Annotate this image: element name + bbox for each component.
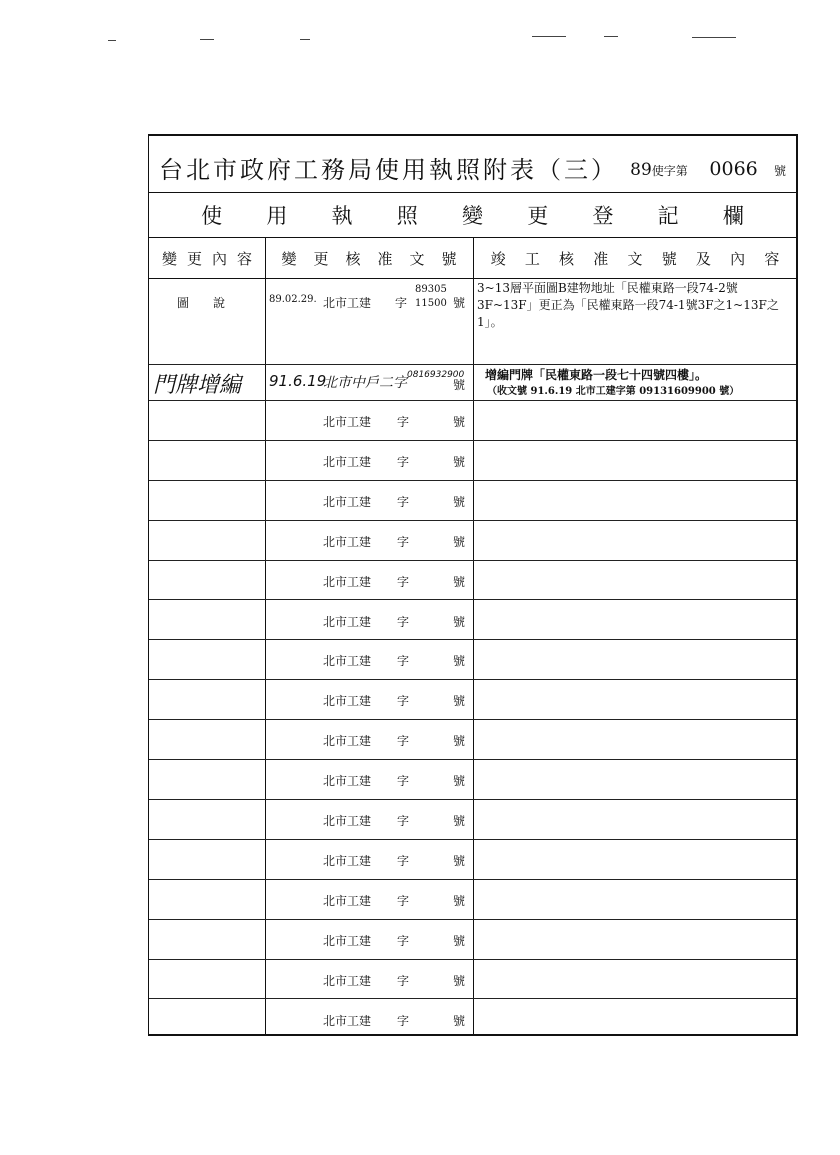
table-row <box>149 560 796 601</box>
approval-hao: 號 <box>453 933 466 948</box>
approval-doc-cell <box>265 400 473 440</box>
approval-zi: 字 <box>397 1013 410 1028</box>
table-row <box>149 679 796 720</box>
approval-hao: 號 <box>453 694 466 709</box>
approval-doc-cell <box>265 440 473 480</box>
approval-zi: 字 <box>397 415 410 429</box>
usage-permit-form <box>148 134 798 1036</box>
header-char: 號 <box>661 249 677 268</box>
completion-cell <box>473 560 797 600</box>
header-approval-doc <box>265 238 473 278</box>
header-char: 文 <box>627 249 643 268</box>
header-completion <box>473 238 797 278</box>
permit-suffix: 號 <box>773 164 786 178</box>
header-char: 內 <box>211 249 227 268</box>
table-row <box>149 600 796 641</box>
header-char: 變 <box>281 249 297 268</box>
approval-hao: 號 <box>453 574 466 589</box>
header-char: 竣 <box>490 249 506 268</box>
change-content-cell <box>149 278 265 364</box>
table-row <box>149 959 796 1000</box>
completion-cell <box>473 400 797 440</box>
approval-doc-cell <box>265 919 473 959</box>
completion-description: 增編門牌「民權東路一段七十四號四樓」。 <box>485 368 708 382</box>
approval-doc-cell <box>265 759 473 799</box>
approval-doc-no-handwritten: 0816932900 <box>407 370 465 380</box>
approval-prefix: 北市工建 <box>323 614 372 629</box>
change-content-cell <box>149 480 265 520</box>
approval-doc-cell <box>265 560 473 600</box>
approval-doc-no-bottom: 11500 <box>415 298 447 309</box>
approval-prefix: 北市工建 <box>323 534 372 549</box>
permit-number-value: 0066 <box>709 158 758 180</box>
approval-zi: 字 <box>397 494 410 509</box>
header-char: 號 <box>441 249 457 268</box>
approval-doc-cell <box>265 639 473 679</box>
section-char: 使 <box>201 203 223 228</box>
table-row <box>149 520 796 561</box>
approval-prefix: 北市工建 <box>323 494 372 509</box>
change-content-cell <box>149 999 265 1039</box>
completion-cell <box>473 364 797 400</box>
header-char: 更 <box>313 249 329 268</box>
completion-cell <box>473 759 797 799</box>
table-row <box>149 719 796 760</box>
approval-doc-cell <box>265 600 473 640</box>
change-content-cell <box>149 759 265 799</box>
completion-cell <box>473 600 797 640</box>
form-title-row <box>149 136 796 193</box>
approval-hao: 號 <box>453 814 466 828</box>
approval-doc-cell <box>265 799 473 839</box>
section-title <box>149 192 796 238</box>
header-char: 更 <box>186 249 202 268</box>
form-title: 台北市政府工務局使用執照附表（三） <box>159 156 618 184</box>
completion-cell <box>473 799 797 839</box>
approval-prefix: 北市工建 <box>323 774 372 789</box>
approval-date: 89.02.29. <box>269 294 317 305</box>
approval-prefix: 北市工建 <box>323 973 372 988</box>
approval-zi: 字 <box>397 853 410 868</box>
approval-zi: 字 <box>397 574 410 589</box>
approval-doc-cell <box>265 679 473 719</box>
table-row <box>149 879 796 920</box>
header-char: 及 <box>695 249 711 268</box>
header-char: 容 <box>764 249 780 268</box>
section-char: 變 <box>461 203 483 228</box>
header-char: 文 <box>409 249 425 268</box>
approval-zi: 字 <box>397 933 410 948</box>
approval-zi: 字 <box>397 534 410 549</box>
section-char: 登 <box>592 203 614 228</box>
table-row <box>149 480 796 521</box>
section-char: 執 <box>331 203 353 228</box>
approval-hao: 號 <box>453 534 466 549</box>
table-row <box>149 278 796 365</box>
approval-doc-cell <box>265 959 473 999</box>
section-char: 記 <box>657 203 679 228</box>
approval-prefix: 北市工建 <box>323 574 372 589</box>
approval-prefix: 北市工建 <box>323 454 372 469</box>
approval-hao: 號 <box>453 734 466 749</box>
section-char: 欄 <box>722 203 744 228</box>
approval-hao: 號 <box>453 378 466 392</box>
approval-hao: 號 <box>453 973 466 988</box>
completion-description: 3~13層平面圖B建物地址「民權東路一段74-2號3F~13F」更正為「民權東路一段74-1號3F之1~13F之1」。 <box>477 281 779 329</box>
header-char: 工 <box>524 249 540 268</box>
approval-doc-cell <box>265 719 473 759</box>
approval-prefix: 北市工建 <box>323 853 372 868</box>
permit-word: 使字第 <box>651 164 688 178</box>
change-content-cell <box>149 839 265 879</box>
table-row <box>149 799 796 840</box>
approval-zi: 字 <box>397 734 410 749</box>
approval-hao: 號 <box>453 494 466 509</box>
approval-zi: 字 <box>395 296 408 310</box>
approval-doc-cell <box>265 364 473 400</box>
header-char: 容 <box>236 249 252 268</box>
approval-doc-cell <box>265 480 473 520</box>
completion-cell <box>473 919 797 959</box>
approval-zi: 字 <box>397 774 410 789</box>
completion-cell <box>473 480 797 520</box>
change-content-cell <box>149 440 265 480</box>
change-content-cell <box>149 919 265 959</box>
approval-zi: 字 <box>397 454 410 469</box>
table-row <box>149 400 796 441</box>
header-change-content <box>149 238 265 278</box>
change-content-cell <box>149 364 265 400</box>
completion-cell <box>473 959 797 999</box>
approval-doc-cell <box>265 278 473 364</box>
change-content-handwritten: 門牌增編 <box>153 373 242 398</box>
change-content-cell <box>149 879 265 919</box>
change-content-cell <box>149 560 265 600</box>
completion-cell <box>473 278 797 364</box>
approval-prefix-handwritten: 北市中戶二字 <box>323 375 407 391</box>
approval-hao: 號 <box>453 296 466 310</box>
approval-hao: 號 <box>453 893 466 908</box>
approval-prefix: 北市工建 <box>323 734 372 749</box>
header-char: 變 <box>161 249 177 268</box>
table-row <box>149 839 796 880</box>
approval-doc-cell <box>265 839 473 879</box>
header-char: 准 <box>377 249 393 268</box>
change-content-cell <box>149 679 265 719</box>
completion-cell <box>473 839 797 879</box>
approval-prefix: 北市工建 <box>323 933 372 948</box>
approval-date-handwritten: 91.6.19 <box>269 372 327 390</box>
section-char: 照 <box>396 203 418 228</box>
approval-zi: 字 <box>397 694 410 709</box>
approval-hao: 號 <box>453 454 466 469</box>
completion-cell <box>473 639 797 679</box>
approval-doc-cell <box>265 520 473 560</box>
header-char: 准 <box>593 249 609 268</box>
completion-cell <box>473 719 797 759</box>
header-char: 核 <box>559 249 575 268</box>
completion-receipt-note: （收文號 91.6.19 北市工建字第 09131609900 號） <box>487 386 740 397</box>
approval-doc-cell <box>265 999 473 1039</box>
approval-hao: 號 <box>453 774 466 789</box>
change-content-cell <box>149 799 265 839</box>
change-content: 圖 說 <box>177 296 226 310</box>
approval-hao: 號 <box>453 654 466 669</box>
change-content-cell <box>149 520 265 560</box>
completion-cell <box>473 879 797 919</box>
approval-hao: 號 <box>453 614 466 629</box>
change-content-cell <box>149 959 265 999</box>
approval-hao: 號 <box>453 853 466 868</box>
approval-zi: 字 <box>397 654 410 669</box>
approval-prefix: 北市工建 <box>323 814 372 828</box>
change-content-cell <box>149 719 265 759</box>
section-char: 用 <box>266 203 288 228</box>
approval-prefix: 北市工建 <box>323 1013 372 1028</box>
change-content-cell <box>149 400 265 440</box>
header-char: 核 <box>345 249 361 268</box>
approval-doc-no-top: 89305 <box>415 284 447 295</box>
approval-doc-cell <box>265 879 473 919</box>
approval-prefix: 北市工建 <box>323 694 372 709</box>
completion-cell <box>473 679 797 719</box>
table-row <box>149 364 796 401</box>
approval-prefix: 北市工建 <box>323 296 372 310</box>
approval-hao: 號 <box>453 1013 466 1028</box>
approval-zi: 字 <box>397 614 410 629</box>
approval-hao: 號 <box>453 415 466 429</box>
approval-zi: 字 <box>397 814 410 828</box>
table-row <box>149 919 796 960</box>
table-row <box>149 999 796 1039</box>
approval-prefix: 北市工建 <box>323 415 372 429</box>
table-row <box>149 759 796 800</box>
table-row <box>149 639 796 680</box>
change-content-cell <box>149 639 265 679</box>
section-char: 更 <box>527 203 549 228</box>
permit-year: 89 <box>630 160 652 180</box>
permit-number <box>630 158 786 180</box>
completion-cell <box>473 440 797 480</box>
approval-prefix: 北市工建 <box>323 893 372 908</box>
approval-prefix: 北市工建 <box>323 654 372 669</box>
table-row <box>149 440 796 481</box>
completion-cell <box>473 999 797 1039</box>
change-content-cell <box>149 600 265 640</box>
completion-cell <box>473 520 797 560</box>
approval-zi: 字 <box>397 893 410 908</box>
header-char: 內 <box>730 249 746 268</box>
approval-zi: 字 <box>397 973 410 988</box>
